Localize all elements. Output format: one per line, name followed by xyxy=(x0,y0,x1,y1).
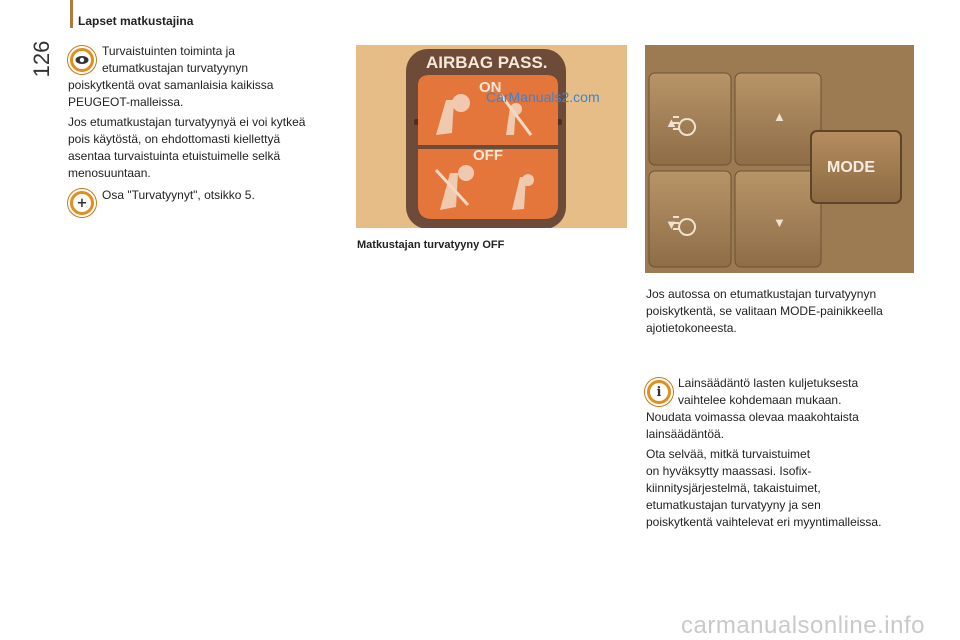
up-arrow-icon: ▲ xyxy=(773,109,786,124)
note-line-3: poiskytkentä ovat samanlaisia kaikissa xyxy=(68,78,274,92)
plus-icon: + xyxy=(68,189,96,217)
paragraph-line: lainsäädäntöä. xyxy=(646,427,725,441)
paragraph-line: Jos autossa on etumatkustajan turvatyynyn xyxy=(646,287,877,301)
airbag-title: AIRBAG PASS. xyxy=(426,53,548,72)
page-number: 126 xyxy=(29,40,54,78)
mode-panel-photo xyxy=(645,45,914,273)
watermark-carmanuals: CarManuals2.com xyxy=(486,89,600,105)
airbag-on-label: ON xyxy=(479,79,502,96)
paragraph-line: pois käytöstä, on ehdottomasti kiellettyä xyxy=(68,132,281,146)
section-title: Lapset matkustajina xyxy=(78,14,194,28)
eye-icon xyxy=(68,46,96,74)
paragraph-line: Ota selvää, mitkä turvaistuimet xyxy=(646,447,811,461)
paragraph-line: asentaa turvaistuinta etuistuimelle selkä xyxy=(68,149,281,163)
mode-button: MODE xyxy=(827,159,875,176)
paragraph-line: Jos etumatkustajan turvatyynyä ei voi kytkeä xyxy=(68,115,306,129)
note-line-2: etumatkustajan turvatyynyn xyxy=(102,61,249,75)
info-icon: i xyxy=(645,378,673,406)
footer-watermark: carmanualsonline.info xyxy=(681,612,925,639)
fog-up-arrow: ▲ xyxy=(665,115,678,130)
airbag-caption: Matkustajan turvatyyny OFF xyxy=(357,239,505,251)
paragraph-line: poiskytkentä, se valitaan MODE-painikkeella xyxy=(646,304,883,318)
reference-link: Osa "Turvatyynyt", otsikko 5. xyxy=(102,188,255,202)
paragraph-line: menosuuntaan. xyxy=(68,166,151,180)
paragraph-line: poiskytkentä vaihtelevat eri myyntimalleissa. xyxy=(646,515,882,529)
note-line-4: PEUGEOT-malleissa. xyxy=(68,95,184,109)
info-line-1: Lainsäädäntö lasten kuljetuksesta xyxy=(678,376,859,390)
down-arrow-icon: ▼ xyxy=(773,215,786,230)
note-line-1: Turvaistuinten toiminta ja xyxy=(102,44,235,58)
paragraph-line: on hyväksytty maassasi. Isofix- xyxy=(646,464,812,478)
section-bar xyxy=(70,0,73,28)
airbag-off-label: OFF xyxy=(473,147,503,164)
paragraph-line: etumatkustajan turvatyyny ja sen xyxy=(646,498,821,512)
info-line-2: vaihtelee kohdemaan mukaan. xyxy=(678,393,842,407)
paragraph-line: ajotietokoneesta. xyxy=(646,321,737,335)
airbag-panel-photo xyxy=(356,45,627,228)
fog-down-arrow: ▼ xyxy=(665,217,678,232)
paragraph-line: Noudata voimassa olevaa maakohtaista xyxy=(646,410,859,424)
paragraph-line: kiinnitysjärjestelmä, takaistuimet, xyxy=(646,481,821,495)
